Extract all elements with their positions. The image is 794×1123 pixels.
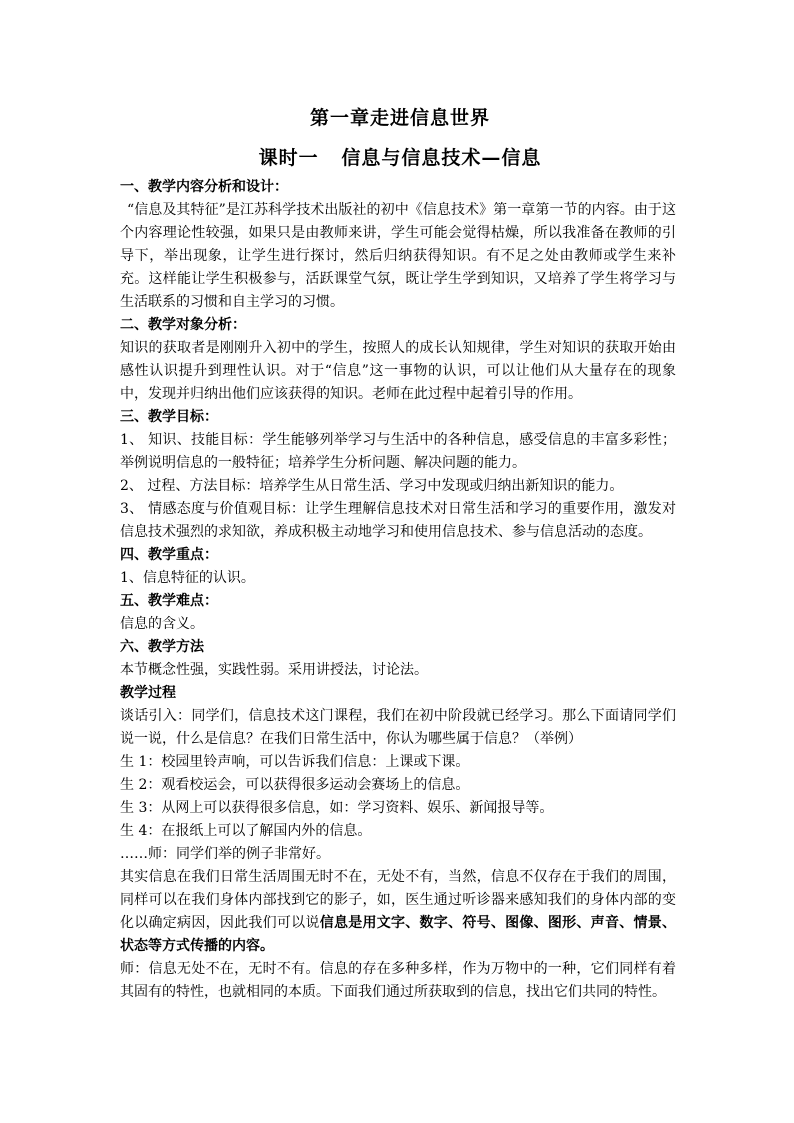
section-heading-key-point: 四、教学重点： (120, 547, 218, 563)
section-text-key-point: 1、信息特征的认识。 (120, 570, 255, 586)
goal-knowledge-skills: 1、 知识、技能目标：学生能够列举学习与生活中的各种信息，感受信息的丰富多彩性；举例说明信息的一般特征；培养学生分析问题、解决问题的能力。 (120, 432, 676, 471)
process-intro: 谈话引入：同学们，信息技术这门课程，我们在初中阶段就已经学习。那么下面请同学们说一说，什么是信息？在我们日常生活中，你认为哪些属于信息？（举例） (120, 708, 676, 747)
document-body (120, 176, 676, 1004)
section-text-difficulty: 信息的含义。 (120, 616, 204, 632)
section-text-content-analysis: “信息及其特征”是江苏科学技术出版社的初中《信息技术》第一章第一节的内容。由于这个内容理论性较强，如果只是由教师来讲，学生可能会觉得枯燥，所以我准备在教师的引导下，举出现象，让学生进行探讨，然后归纳获得知识。有不足之处由教师或学生来补充。这样能让学生积极参与，活跃课堂气氛，既让学生学到知识，又培养了学生将学习与生活联系的习惯和自主学习的习惯。 (120, 202, 676, 310)
explanation-text: 其实信息在我们日常生活周围无时不在，无处不有，当然，信息不仅存在于我们的周围，同样可以在我们身体内部找到它的影子，如，医生通过听诊器来感知我们的身体内部的变化以确定病因，因此我们可以说 (120, 869, 676, 931)
information-explanation (120, 866, 676, 958)
student-answer-3: 生 3：从网上可以获得很多信息，如：学习资料、娱乐、新闻报导等。 (120, 800, 554, 816)
teacher-final-remark: 师：信息无处不在，无时不有。信息的存在多种多样，作为万物中的一种，它们同样有着其固有的特性，也就相同的本质。下面我们通过所获取到的信息，找出它们共同的特性。 (120, 961, 676, 1000)
section-heading-content-analysis: 一、教学内容分析和设计： (120, 179, 288, 195)
section-heading-goals: 三、教学目标： (120, 409, 218, 425)
section-heading-process: 教学过程 (120, 685, 176, 701)
section-heading-audience: 二、教学对象分析： (120, 317, 246, 333)
goal-attitude-values: 3、 情感态度与价值观目标：让学生理解信息技术对日常生活和学习的重要作用，激发对信息技术强烈的求知欲，养成积极主动地学习和使用信息技术、参与信息活动的态度。 (120, 501, 676, 540)
goal-process-method: 2、 过程、方法目标：培养学生从日常生活、学习中发现或归纳出新知识的能力。 (120, 478, 624, 494)
student-answer-1: 生 1：校园里铃声响，可以告诉我们信息：上课或下课。 (120, 754, 470, 770)
section-heading-difficulty: 五、教学难点： (120, 593, 218, 609)
teacher-comment: ……师：同学们举的例子非常好。 (120, 846, 330, 862)
section-heading-method: 六、教学方法 (120, 639, 204, 655)
student-answer-2: 生 2：观看校运会，可以获得很多运动会赛场上的信息。 (120, 777, 470, 793)
student-answer-4: 生 4：在报纸上可以了解国内外的信息。 (120, 823, 372, 839)
chapter-title: 第一章走进信息世界 (309, 107, 490, 129)
section-text-method: 本节概念性强，实践性弱。采用讲授法，讨论法。 (120, 662, 428, 678)
information-definition: 信息是用文字、数字、符号、图像、图形、声音、情景、状态等方式传播的内容。 (120, 915, 677, 954)
section-text-audience: 知识的获取者是刚刚升入初中的学生，按照人的成长认知规律，学生对知识的获取开始由感性认识提升到理性认识。对于“信息”这一事物的认识，可以让他们从大量存在的现象中，发现并归纳出他们应该获得的知识。老师在此过程中起着引导的作用。 (120, 340, 676, 402)
lesson-subtitle: 课时一 信息与信息技术—信息 (258, 147, 542, 169)
